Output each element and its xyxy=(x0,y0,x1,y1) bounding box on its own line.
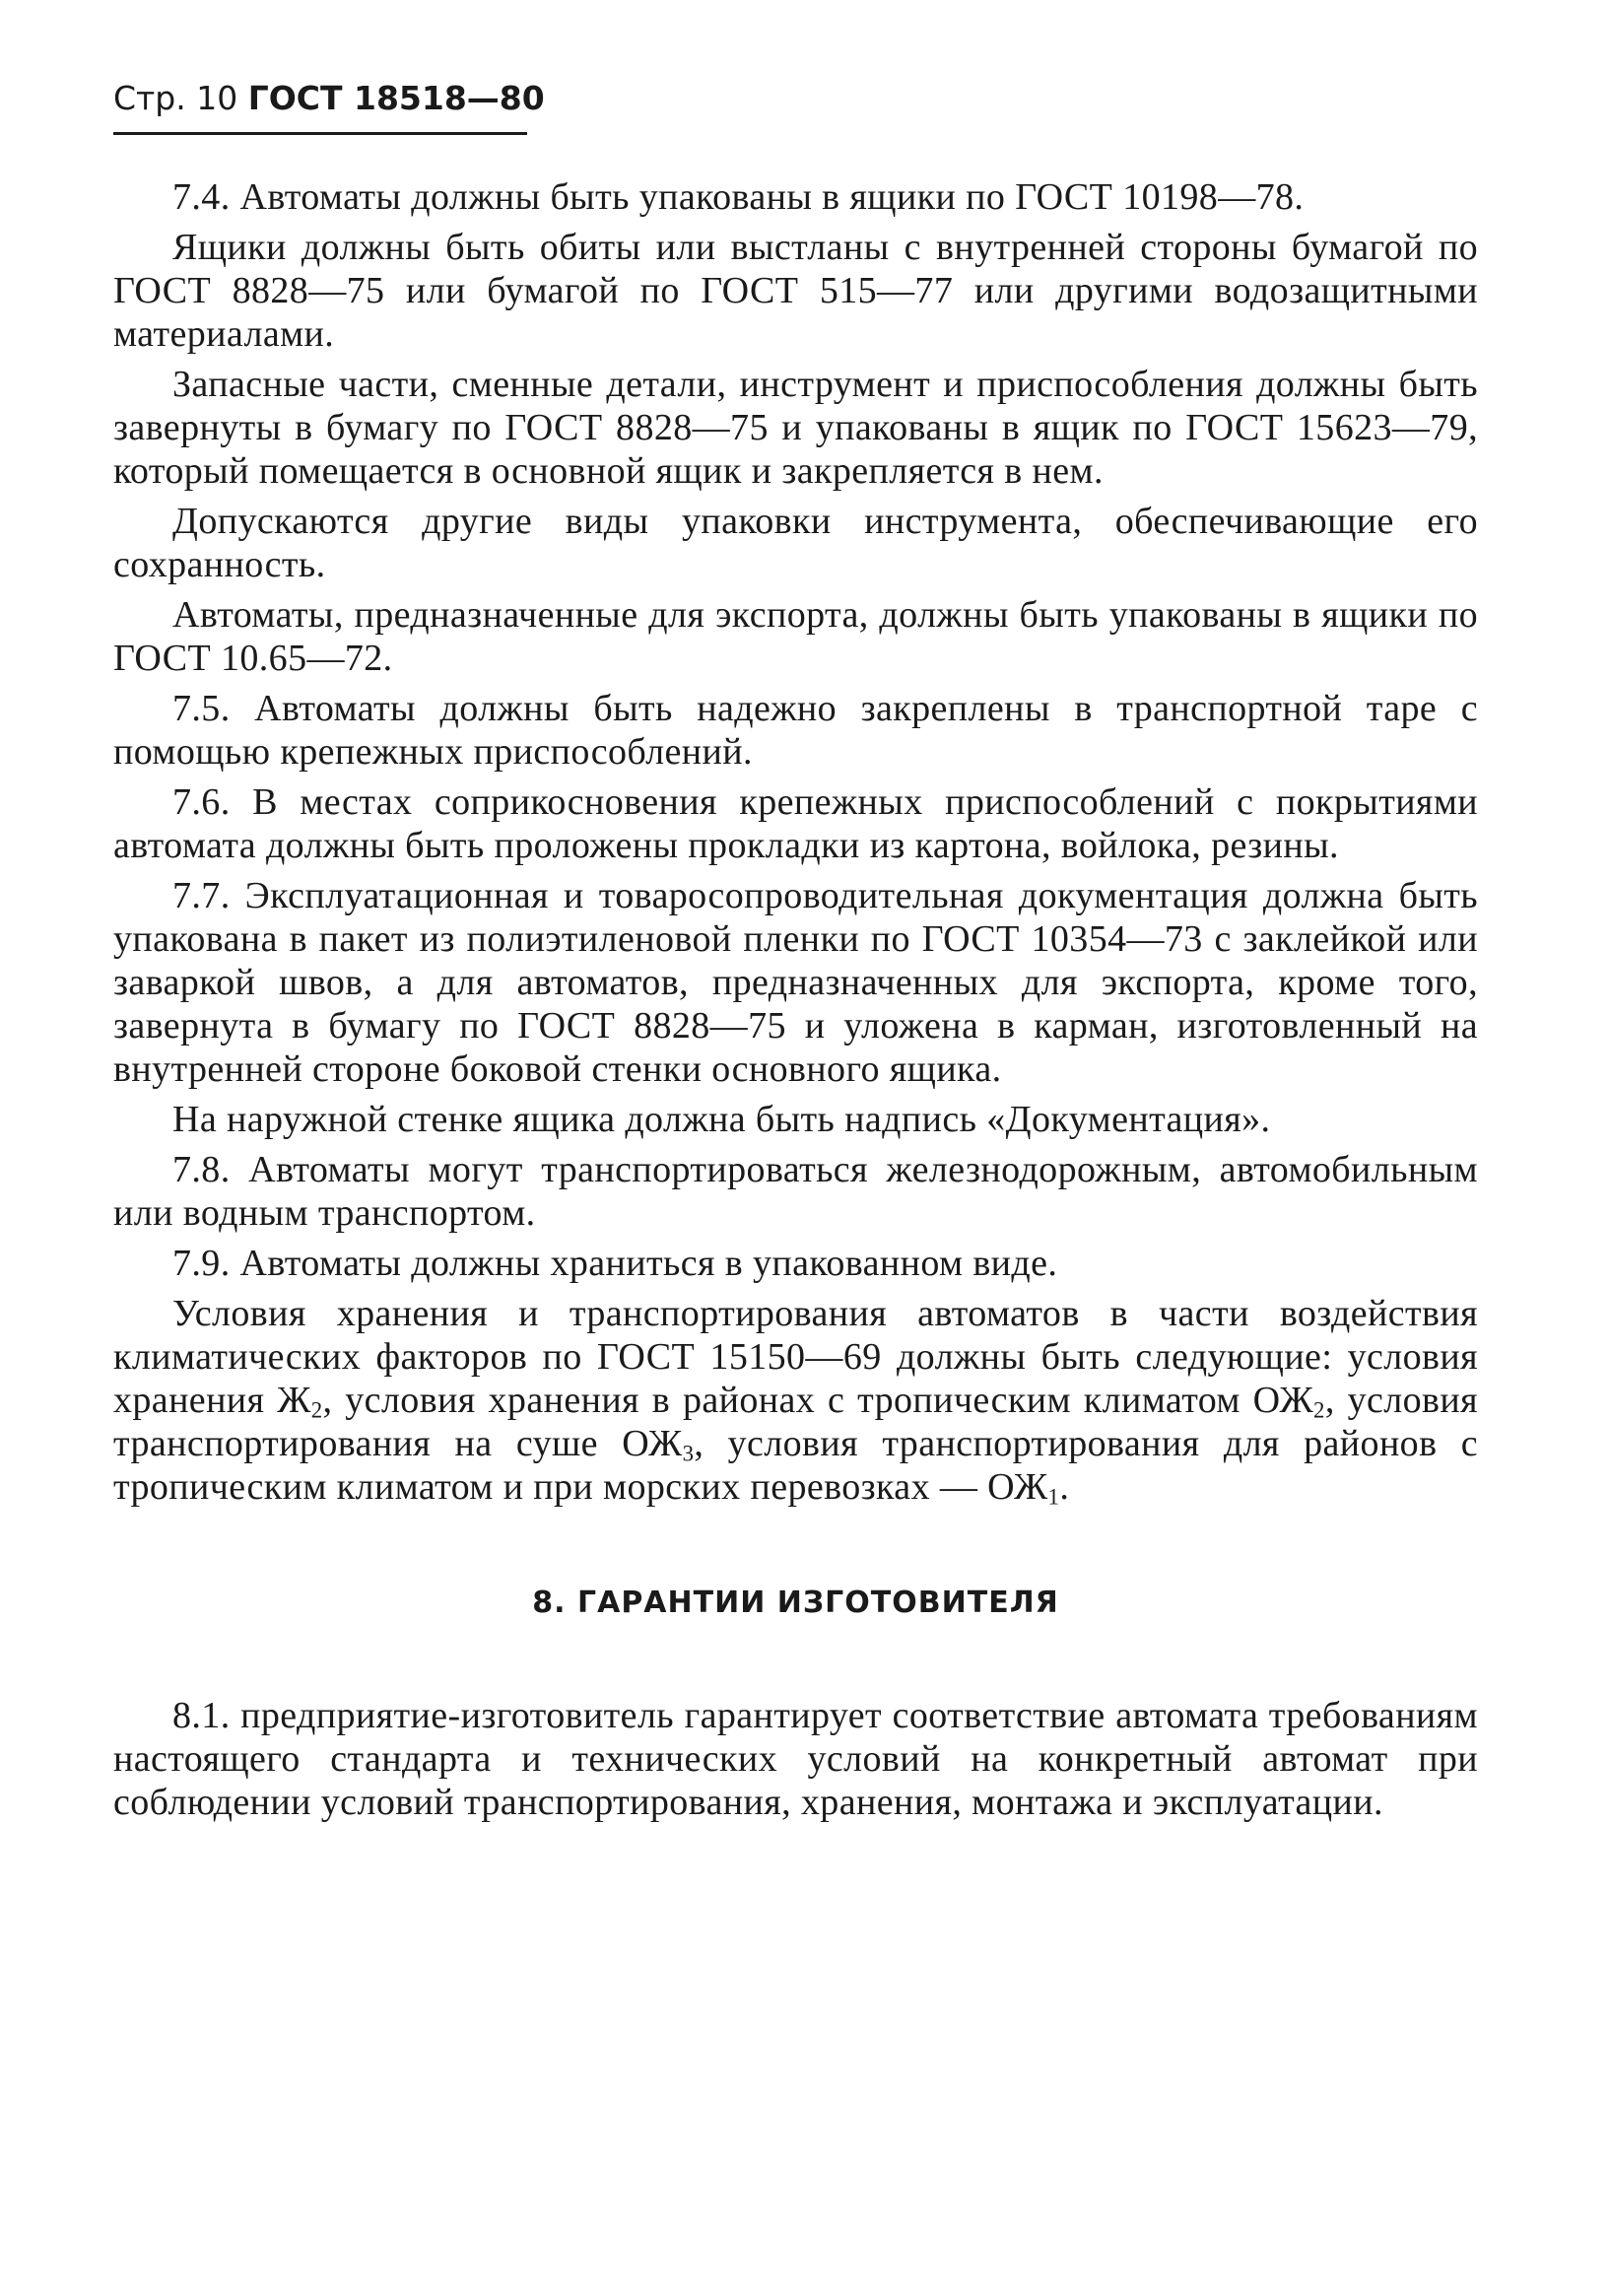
page-number-label: Стр. 10 xyxy=(113,79,238,117)
paragraph-7-5: 7.5. Автоматы должны быть надежно закреплены в транспортной таре с помощью крепежных приспособлений. xyxy=(113,688,1478,773)
header-underline xyxy=(113,132,527,135)
paragraph-7-9: 7.9. Автоматы должны храниться в упакованном виде. xyxy=(172,1243,1058,1284)
climate-text-2: , условия хранения в районах с тропическим климатом ОЖ xyxy=(322,1380,1314,1421)
page-header xyxy=(113,77,545,120)
climate-sub-1: 2 xyxy=(310,1397,323,1423)
climate-sub-4: 1 xyxy=(1047,1484,1060,1510)
standard-code: ГОСТ 18518—80 xyxy=(247,79,545,117)
climate-sub-3: 3 xyxy=(682,1441,695,1466)
climate-text-5: . xyxy=(1059,1466,1070,1508)
paragraph-7-7: 7.7. Эксплуатационная и товаросопроводительная документация должна быть упакована в пакет из полиэтиленовой пленки по ГОСТ 10354—73 с заклейкой или заваркой швов, а для автоматов, предназначенных для экспорта, кроме того, завернута в бумагу по ГОСТ 8828—75 и уложена в карман, изготовленный на внутренней стороне боковой стенки основного ящика. xyxy=(113,875,1478,1090)
climate-text-4: , условия транспортирования для районов с тропическим климатом и при морских перевозках — ОЖ xyxy=(113,1423,1479,1508)
paragraph-7-4: 7.4. Автоматы должны быть упакованы в ящики по ГОСТ 10198—78. xyxy=(172,176,1305,218)
paragraph-other-packaging: Допускаются другие виды упаковки инструмента, обеспечивающие его сохранность. xyxy=(113,501,1478,585)
paragraph-boxes-lining: Ящики должны быть обиты или выстланы с внутренней стороны бумагой по ГОСТ 8828—75 или бумагой по ГОСТ 515—77 или другими водозащитными материалами. xyxy=(113,227,1478,355)
paragraph-export-packaging: Автоматы, предназначенные для экспорта, должны быть упакованы в ящики по ГОСТ 10.65—72. xyxy=(113,594,1478,679)
climate-sub-2: 2 xyxy=(1313,1397,1325,1423)
paragraph-8-1: 8.1. предприятие-изготовитель гарантирует соответствие автомата требованиям настоящего стандарта и технических условий на конкретный автомат при соблюдении условий транспортирования, хранения, монтажа и эксплуатации. xyxy=(113,1695,1478,1823)
climate-text-1: Условия хранения и транспортирования автоматов в части воздействия климатических факторов по ГОСТ 15150—69 должны быть следующие: условия хранения Ж xyxy=(113,1293,1478,1421)
climate-text-3: , условия транспортирования на суше ОЖ xyxy=(113,1380,1478,1464)
section-8-heading: 8. ГАРАНТИИ ИЗГОТОВИТЕЛЯ xyxy=(532,1586,1059,1620)
paragraph-spare-parts: Запасные части, сменные детали, инструмент и приспособления должны быть завернуты в бумагу по ГОСТ 8828—75 и упакованы в ящик по ГОСТ 15623—79, который помещается в основной ящик и закрепляется в нем. xyxy=(113,364,1478,492)
document-body xyxy=(113,175,1478,1831)
paragraph-7-6: 7.6. В местах соприкосновения крепежных приспособлений с покрытиями автомата должны быть проложены прокладки из картона, войлока, резины. xyxy=(113,781,1478,866)
paragraph-7-8: 7.8. Автоматы могут транспортироваться железнодорожным, автомобильным или водным транспортом. xyxy=(113,1149,1478,1234)
paragraph-climate-conditions xyxy=(113,1292,1478,1509)
paragraph-documentation-label: На наружной стенке ящика должна быть надпись «Документация». xyxy=(172,1099,1271,1140)
